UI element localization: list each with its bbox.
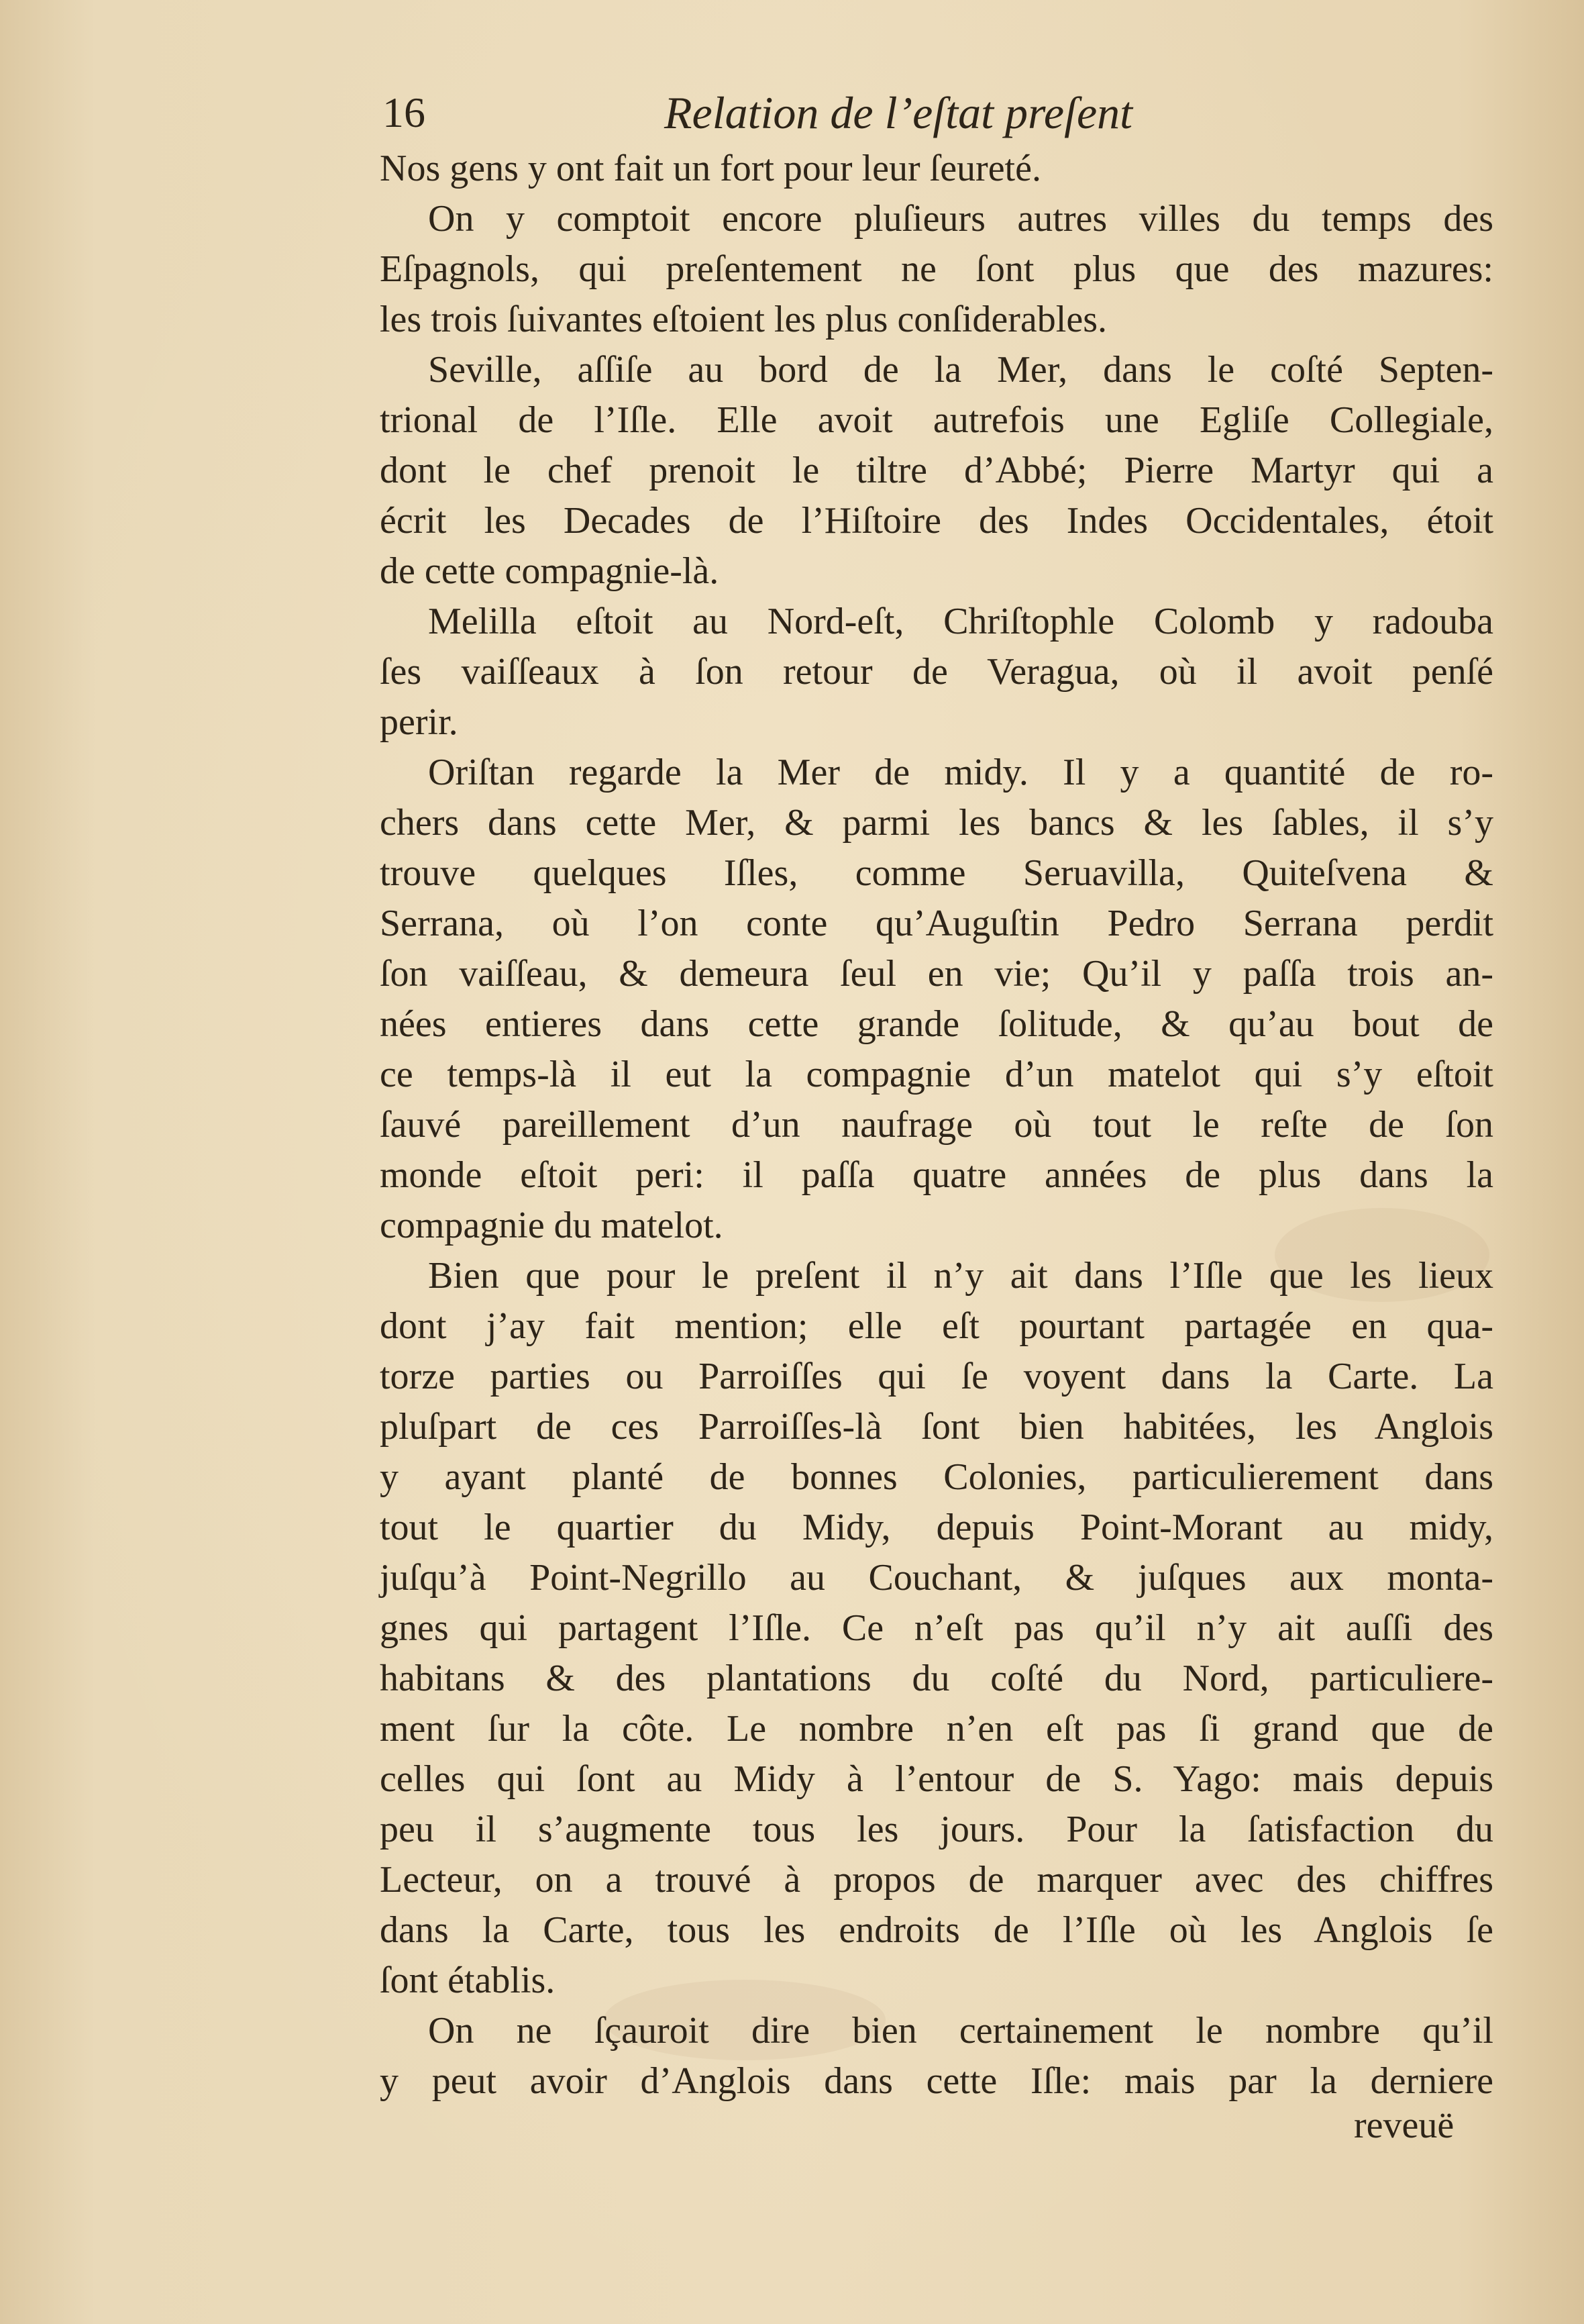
- text-line: perir.: [380, 701, 458, 743]
- text-line: dont le chef prenoit le tiltre d’Abbé; Pierre Martyr qui a: [380, 450, 1493, 491]
- page-header: [382, 79, 1483, 146]
- text-line: Oriſtan regarde la Mer de midy. Il y a quantité de ro-: [428, 752, 1493, 793]
- text-line: monde eſtoit peri: il paſſa quatre années de plus dans la: [380, 1154, 1493, 1196]
- text-line: ce temps-là il eut la compagnie d’un matelot qui s’y eſtoit: [380, 1054, 1493, 1095]
- text-line: torze parties ou Parroiſſes qui ſe voyent dans la Carte. La: [380, 1356, 1493, 1397]
- text-line: gnes qui partagent l’Iſle. Ce n’eſt pas qu’il n’y ait auſſi des: [380, 1607, 1493, 1649]
- text-line: ſauvé pareillement d’un naufrage où tout le reſte de ſon: [380, 1104, 1493, 1146]
- text-line: Melilla eſtoit au Nord-eſt, Chriſtophle Colomb y radouba: [428, 601, 1493, 642]
- body-text: [380, 144, 1493, 2107]
- text-line: habitans & des plantations du coſté du Nord, particuliere-: [380, 1658, 1493, 1699]
- text-line: ſes vaiſſeaux à ſon retour de Veragua, où il avoit penſé: [380, 651, 1493, 693]
- text-line: y peut avoir d’Anglois dans cette Iſle: mais par la derniere: [380, 2060, 1493, 2102]
- text-line: les trois ſuivantes eſtoient les plus conſiderables.: [380, 299, 1107, 340]
- text-line: nées entieres dans cette grande ſolitude, & qu’au bout de: [380, 1003, 1493, 1045]
- running-head: Relation de l’eſtat preſent: [664, 87, 1133, 138]
- text-line: ment ſur la côte. Le nombre n’en eſt pas ſi grand que de: [380, 1708, 1493, 1750]
- page-number: 16: [382, 89, 425, 136]
- text-line: peu il s’augmente tous les jours. Pour la ſatisfaction du: [380, 1809, 1493, 1850]
- text-line: Nos gens y ont fait un fort pour leur ſeureté.: [380, 148, 1041, 189]
- text-line: celles qui ſont au Midy à l’entour de S. Yago: mais depuis: [380, 1758, 1493, 1800]
- text-line: écrit les Decades de l’Hiſtoire des Indes Occidentales, étoit: [380, 500, 1493, 542]
- text-line: Serrana, où l’on conte qu’Auguſtin Pedro Serrana perdit: [380, 903, 1493, 944]
- text-line: ſon vaiſſeau, & demeura ſeul en vie; Qu’il y paſſa trois an-: [380, 953, 1493, 995]
- text-line: Seville, aſſiſe au bord de la Mer, dans le coſté Septen-: [428, 349, 1493, 391]
- text-line: Eſpagnols, qui preſentement ne ſont plus que des mazures:: [380, 248, 1493, 290]
- text-line: dans la Carte, tous les endroits de l’Iſle où les Anglois ſe: [380, 1909, 1493, 1951]
- text-line: Bien que pour le preſent il n’y ait dans l’Iſle que les lieux: [428, 1255, 1493, 1297]
- text-line: dont j’ay fait mention; elle eſt pourtant partagée en qua-: [380, 1305, 1493, 1347]
- text-line: y ayant planté de bonnes Colonies, particulierement dans: [380, 1456, 1493, 1498]
- text-line: trouve quelques Iſles, comme Seruavilla, Quiteſvena &: [380, 852, 1493, 894]
- text-line: ſont établis.: [380, 1960, 556, 2001]
- text-line: pluſpart de ces Parroiſſes-là ſont bien habitées, les Anglois: [380, 1406, 1493, 1448]
- text-line: chers dans cette Mer, & parmi les bancs & les ſables, il s’y: [380, 802, 1493, 844]
- text-line: tout le quartier du Midy, depuis Point-Morant au midy,: [380, 1507, 1493, 1548]
- text-line: trional de l’Iſle. Elle avoit autrefois une Egliſe Collegiale,: [380, 399, 1493, 441]
- catchword: reveuë: [1354, 2105, 1455, 2146]
- text-line: juſqu’à Point-Negrillo au Couchant, & juſques aux monta-: [380, 1557, 1493, 1599]
- text-line: de cette compagnie-là.: [380, 550, 719, 592]
- text-line: compagnie du matelot.: [380, 1205, 723, 1246]
- text-line: Lecteur, on a trouvé à propos de marquer avec des chiffres: [380, 1859, 1493, 1901]
- text-line: On y comptoit encore pluſieurs autres villes du temps des: [428, 198, 1493, 240]
- text-line: On ne ſçauroit dire bien certainement le nombre qu’il: [428, 2010, 1493, 2052]
